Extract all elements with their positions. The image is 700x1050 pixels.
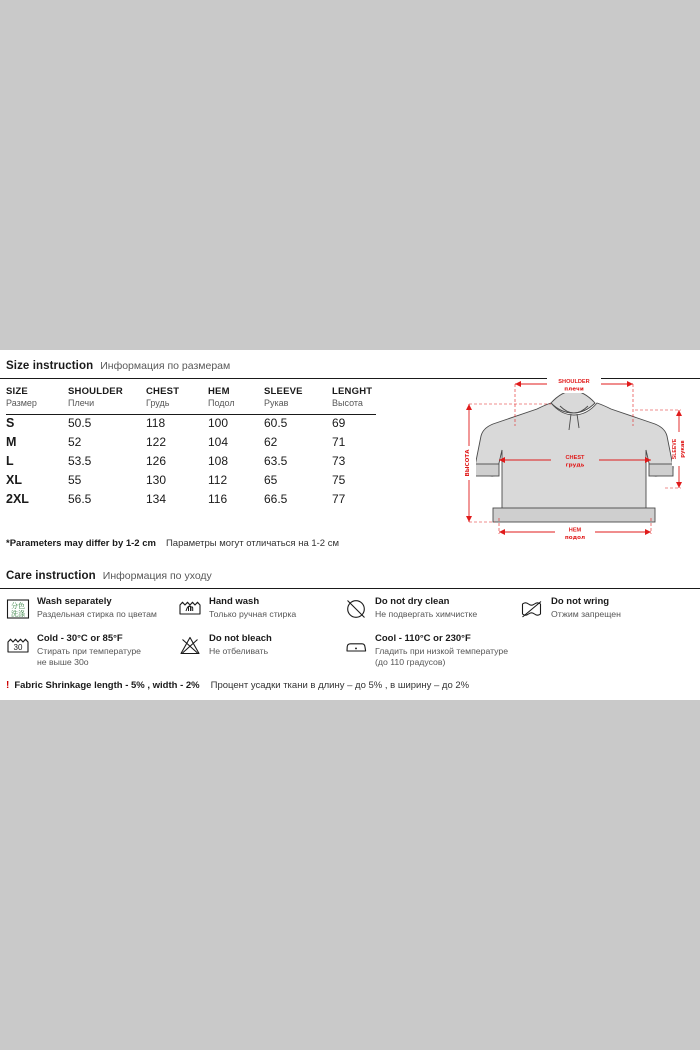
cell-size: L xyxy=(6,454,14,468)
diagram-label-sleeve-ru: рукав xyxy=(680,440,686,458)
care-text: Do not dry clean Не подвергать химчистке xyxy=(375,596,478,619)
care-item-cool-iron xyxy=(344,633,520,670)
shrinkage-note: ! Fabric Shrinkage length - 5% , width - 2% Процент усадки ткани в длину – до 5% , в ширину – до 2% xyxy=(6,680,470,691)
cell-size: 2XL xyxy=(6,492,29,506)
care-instruction-grid xyxy=(6,596,696,670)
care-row-1 xyxy=(6,596,696,633)
cell-hem: 100 xyxy=(208,416,229,430)
care-text: Wash separately Раздельная стирка по цветам xyxy=(37,596,157,619)
cell-length: 69 xyxy=(332,416,346,430)
divider-table-header xyxy=(6,414,376,415)
care-text: Hand wash Только ручная стирка xyxy=(209,596,297,619)
care-text: Do not wring Отжим запрещен xyxy=(551,596,621,619)
cell-shoulder: 50.5 xyxy=(68,416,92,430)
care-text: Do not bleach Не отбеливать xyxy=(209,633,272,656)
svg-text:洗涤: 洗涤 xyxy=(11,610,25,618)
hand-wash-icon xyxy=(178,597,202,621)
care-item-do-not-bleach xyxy=(178,633,344,670)
diagram-label-sleeve-en: SLEEVE xyxy=(672,438,678,460)
cell-hem: 116 xyxy=(208,492,228,506)
svg-text:30: 30 xyxy=(13,643,23,652)
cell-chest: 122 xyxy=(146,435,167,449)
size-note: *Parameters may differ by 1-2 cm Параметры могут отличаться на 1-2 см xyxy=(6,538,340,549)
diagram-label-shoulder-en: SHOULDER xyxy=(558,379,590,385)
care-text: Cold - 30°C or 85°F Стирать при температуре не выше 30o xyxy=(37,633,141,667)
svg-text:分色: 分色 xyxy=(11,602,25,610)
cell-size: XL xyxy=(6,473,22,487)
do-not-bleach-icon xyxy=(178,634,202,658)
no-dry-clean-icon xyxy=(344,597,368,621)
cool-iron-icon xyxy=(344,634,368,658)
column-header-length: LENGHT Высота xyxy=(332,386,373,408)
care-item-placeholder xyxy=(520,633,690,670)
care-item-wash-separately xyxy=(6,596,178,633)
cell-hem: 104 xyxy=(208,435,229,449)
cell-chest: 118 xyxy=(146,416,166,430)
cell-sleeve: 66.5 xyxy=(264,492,288,506)
table-row xyxy=(6,490,376,509)
size-instruction-heading xyxy=(6,360,230,372)
table-header-row xyxy=(6,386,376,414)
cell-length: 77 xyxy=(332,492,346,506)
table-row xyxy=(6,471,376,490)
cell-sleeve: 63.5 xyxy=(264,454,288,468)
care-item-hand-wash xyxy=(178,596,344,633)
cell-chest: 130 xyxy=(146,473,167,487)
size-instruction-title-ru: Информация по размерам xyxy=(100,360,231,372)
cell-sleeve: 62 xyxy=(264,435,278,449)
cell-shoulder: 56.5 xyxy=(68,492,92,506)
cell-size: S xyxy=(6,416,15,430)
diagram-label-shoulder-ru: плечи xyxy=(564,386,584,393)
cell-sleeve: 65 xyxy=(264,473,278,487)
cell-length: 71 xyxy=(332,435,346,449)
care-item-cold-wash xyxy=(6,633,178,670)
divider-care xyxy=(0,588,700,589)
care-instruction-title-en: Care instruction xyxy=(6,570,96,582)
care-text: Cool - 110°C or 230°F Гладить при низкой температуре (до 110 градусов) xyxy=(375,633,509,667)
diagram-label-chest-ru: грудь xyxy=(565,462,585,469)
cell-chest: 126 xyxy=(146,454,167,468)
care-text-ru-multiline: Гладить при низкой температуре (до 110 градусов) xyxy=(375,646,509,667)
size-table xyxy=(6,386,376,509)
size-instruction-title-en: Size instruction xyxy=(6,360,94,372)
cell-shoulder: 53.5 xyxy=(68,454,92,468)
table-row xyxy=(6,433,376,452)
diagram-label-length-ru: ВЫСОТА xyxy=(465,449,471,477)
garment-diagram xyxy=(455,368,693,568)
cell-chest: 134 xyxy=(146,492,167,506)
cell-sleeve: 60.5 xyxy=(264,416,288,430)
do-not-wring-icon xyxy=(520,597,544,621)
diagram-label-chest-en: CHEST xyxy=(565,455,585,461)
care-instruction-heading xyxy=(6,570,212,582)
wash-separately-icon xyxy=(6,597,30,621)
diagram-label-hem-ru: подол xyxy=(564,535,586,541)
column-header-hem: HEM Подол xyxy=(208,386,235,408)
care-row-2 xyxy=(6,633,696,670)
cell-hem: 112 xyxy=(208,473,228,487)
care-instruction-title-ru: Информация по уходу xyxy=(102,570,212,582)
table-row xyxy=(6,452,376,471)
cell-length: 73 xyxy=(332,454,346,468)
cold-wash-icon xyxy=(6,634,30,658)
size-chart-sheet xyxy=(0,350,700,700)
table-row xyxy=(6,414,376,433)
cell-size: M xyxy=(6,435,17,449)
column-header-shoulder: SHOULDER Плечи xyxy=(68,386,123,408)
diagram-label-hem-en: HEM xyxy=(568,527,582,534)
column-header-chest: CHEST Грудь xyxy=(146,386,180,408)
column-header-sleeve: SLEEVE Рукав xyxy=(264,386,303,408)
cell-hem: 108 xyxy=(208,454,229,468)
column-header-size: SIZE Размер xyxy=(6,386,37,408)
cell-shoulder: 52 xyxy=(68,435,82,449)
care-text-ru-multiline: Стирать при температуре не выше 30o xyxy=(37,646,141,667)
cell-length: 75 xyxy=(332,473,346,487)
care-item-no-dry-clean xyxy=(344,596,520,633)
care-item-do-not-wring xyxy=(520,596,690,633)
cell-shoulder: 55 xyxy=(68,473,82,487)
